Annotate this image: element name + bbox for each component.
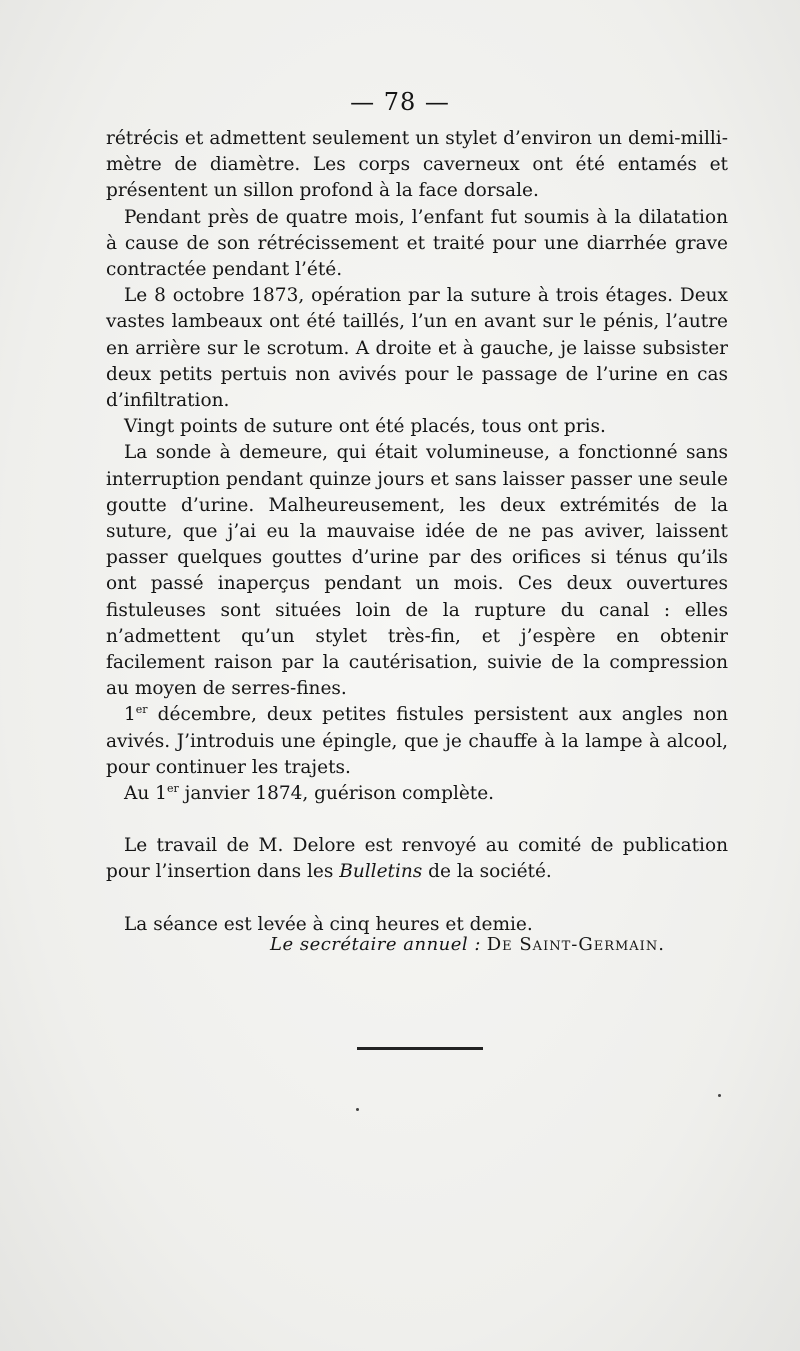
paragraph <box>106 833 728 885</box>
paragraph <box>106 781 728 807</box>
text-run: janvier 1874, guérison complète. <box>178 783 495 805</box>
paragraph <box>106 205 728 284</box>
text-run: Le 8 octobre 1873, opération par la suture à trois étages. Deux vastes lambeaux ont été taillés, l’un en avant sur le pénis, l’autre en arrière sur le scrotum. A droite et à gauche, je laisse subsister deux petits pertuis non avivés pour le passage de l’urine en cas d’infiltration. <box>106 285 728 412</box>
text-run: 1 <box>124 704 136 726</box>
paragraph <box>106 440 728 702</box>
italic-title: Bulletins <box>339 861 423 883</box>
text-run: Vingt points de suture ont été placés, tous ont pris. <box>124 416 606 438</box>
text-run: décembre, deux petites fistules persistent aux angles non avivés. J’introduis une épingle, que je chauffe à la lampe à alcool, pour continuer les trajets. <box>106 704 728 778</box>
ink-speck <box>356 1108 359 1111</box>
paragraph <box>106 126 728 205</box>
page-number: — 78 — <box>350 88 450 116</box>
paragraph <box>106 283 728 414</box>
paragraph <box>106 702 728 781</box>
text-run: rétrécis et admettent seulement un stylet d’environ un demi-millimètre de diamètre. Les corps caverneux ont été entamés et présentent un sillon profond à la face dorsale. <box>106 128 728 202</box>
signature-role: Le secrétaire annuel : <box>270 934 481 955</box>
body-text <box>106 126 728 938</box>
ink-speck <box>718 1094 721 1097</box>
ordinal-superscript: er <box>166 782 179 796</box>
signature-name: De Saint-Germain. <box>486 934 665 955</box>
text-run: Pendant près de quatre mois, l’enfant fut soumis à la dilatation à cause de son rétrécissement et traité pour une diarrhée grave contractée pendant l’été. <box>106 206 728 281</box>
text-run: La séance est levée à cinq heures et demie. <box>124 913 533 935</box>
signature-line <box>270 934 730 955</box>
text-run: Au 1 <box>124 783 167 805</box>
text-run: Le travail de M. Delore est renvoyé au comité de publication pour l’insertion dans les <box>106 835 728 883</box>
ordinal-superscript: er <box>135 703 148 717</box>
text-run: La sonde à demeure, qui était volumineuse, a fonctionné sans interruption pendant quinze jours et sans laisser passer une seule goutte d’urine. Malheureusement, les deux extrémités de la suture, que j’ai eu la mauvaise idée de ne pas aviver, laissent passer quelques gouttes d’urine par des orifices si ténus qu’ils ont passé inaperçus pendant un mois. Ces deux ouvertures fistuleuses sont situées loin de la rupture du canal : elles n’admettent qu’un stylet très-fin, et j’espère en obtenir facilement raison par la cautérisation, suivie de la compression au moyen de serres-fines. <box>106 442 728 700</box>
text-run: de la société. <box>422 861 552 883</box>
end-rule <box>357 1047 483 1050</box>
paragraph <box>106 414 728 440</box>
